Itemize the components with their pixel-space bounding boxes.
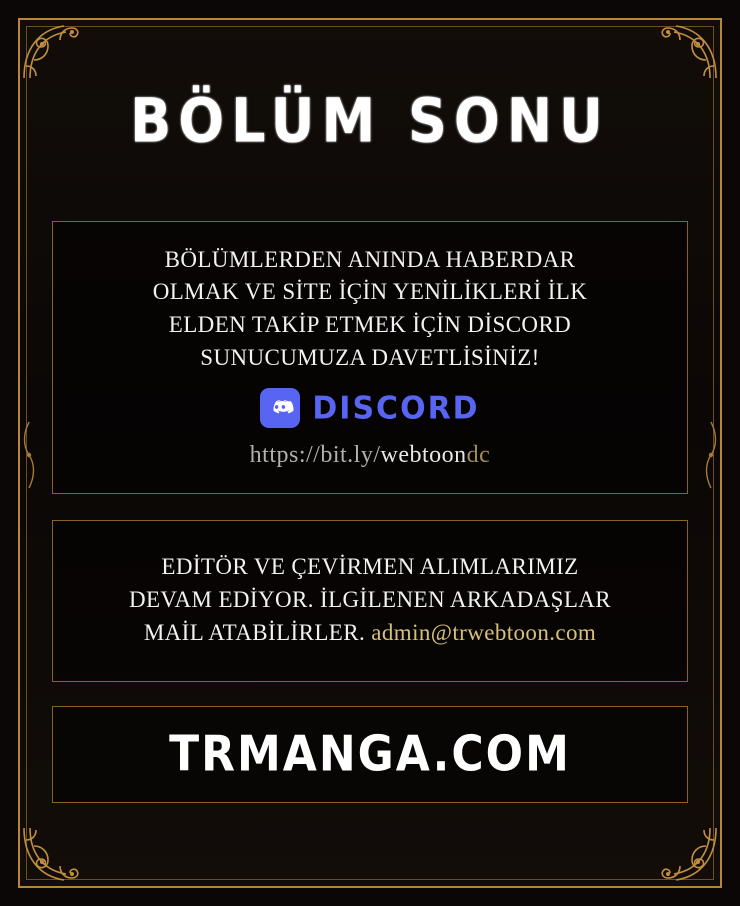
page-title: BÖLÜM SONU	[130, 85, 610, 157]
site-name[interactable]: TRMANGA.COM	[169, 726, 571, 784]
invite-tail: dc	[466, 442, 491, 469]
discord-invite-link[interactable]	[71, 442, 669, 469]
content-area	[42, 42, 698, 864]
discord-wordmark: DISCORD	[312, 389, 480, 427]
announcement-panel	[52, 221, 688, 495]
invite-prefix: https://bit.ly/	[249, 442, 381, 469]
announcement-line: ELDEN TAKİP ETMEK İÇİN DİSCORD	[168, 312, 572, 337]
recruitment-mail-label: MAİL ATABİLİRLER.	[143, 619, 366, 645]
recruitment-line-with-email	[71, 617, 669, 650]
contact-email[interactable]: admin@trwebtoon.com	[371, 619, 597, 645]
announcement-line: BÖLÜMLERDEN ANINDA HABERDAR	[164, 246, 576, 272]
announcement-line: SUNUCUMUZA DAVETLİSİNİZ!	[200, 344, 540, 370]
site-panel	[52, 706, 688, 803]
discord-logo-row[interactable]	[71, 388, 669, 428]
recruitment-panel	[52, 520, 688, 682]
invite-bold: webtoon	[380, 442, 467, 469]
recruitment-line: EDİTÖR VE ÇEVİRMEN ALIMLARIMIZ	[161, 554, 579, 580]
recruitment-line: DEVAM EDİYOR. İLGİLENEN ARKADAŞLAR	[128, 586, 612, 612]
announcement-line: OLMAK VE SİTE İÇİN YENİLİKLERİ İLK	[152, 279, 588, 305]
discord-icon	[260, 388, 300, 428]
side-ornament-icon	[21, 420, 37, 490]
side-ornament-icon	[703, 420, 719, 490]
